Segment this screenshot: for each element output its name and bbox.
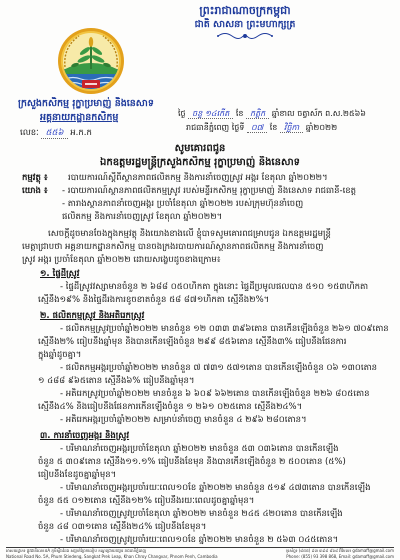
intro-paragraph-line: សេចក្តីដូចមានចែងក្នុងកម្មវត្ថុ និងយោងខាងលើ ខ្ញុំបាទសូមគោរពជម្រាបជូន ឯកឧត្តមរដ្ឋមន្ត្រី bbox=[48, 229, 331, 239]
intro-paragraph-line: ស្រូវ អង្ករ ប្រចាំខែតុលា ឆ្នាំ២០២២ ដោយសង្ខេបដូចខាងក្រោម៖ bbox=[22, 255, 221, 265]
section-line: - បរិមាណនាំចេញស្រូវប្រចាំខែតុលា ឆ្នាំ២០២២ មានចំនួន ២៤៥ ៤២០តោន បានកើនឡើង bbox=[60, 509, 343, 519]
lunar-date-day: ចន្ទ ១៤កើត bbox=[188, 109, 233, 119]
reference-number-label: លេខៈ bbox=[20, 128, 39, 138]
salutation: សូមគោរពជូន bbox=[174, 143, 226, 154]
section-line: ចំនួន ៤៨ ០៣១តោន ស្មើនឹង២៤% ធៀបនឹងខែមុន។ bbox=[38, 522, 207, 532]
section-line: ចំនួន ៥៥ ០១២តោន ស្មើនឹង១២% ធៀបនឹងរយៈពេលដូចគ្នាឆ្នាំមុន។ bbox=[38, 496, 255, 506]
lunar-date bbox=[178, 107, 392, 120]
solar-date-prefix: រាជធានីភ្នំពេញ ថ្ងៃទី bbox=[186, 123, 245, 132]
ministry-name: ក្រសួងកសិកម្ម រុក្ខាប្រមាញ់ និងនេសាទ bbox=[18, 98, 154, 109]
solar-date bbox=[186, 121, 392, 134]
reference-number bbox=[20, 127, 180, 140]
section-line: ស្មើនឹង២% ធៀបនឹងឆ្នាំមុន និងបានកើនឡើងចំនួន ២៩៩ ៨៥៦តោន ស្មើនឹង៣% ធៀបនឹងផែនការ bbox=[38, 337, 347, 347]
section-heading-text: ២. ផលិតកម្មស្រូវ និងអតិរេកស្រូវ bbox=[40, 311, 145, 321]
section-heading-text: ១. ផ្ទៃដីស្រូវ bbox=[40, 269, 80, 279]
reference-line: ផលិតកម្ម និងការនាំចេញស្រូវ ខែតុលា ឆ្នាំ២០២២។ bbox=[62, 212, 223, 222]
lunar-date-prefix: ថ្ងៃ bbox=[178, 109, 186, 118]
section-line: - អតិរេកស្រូវប្រចាំឆ្នាំ២០២២ មានចំនួន ៦ ៦០៩ ៦៦២តោន បានកើនឡើងចំនួន ២២៦ ៨០៥តោន bbox=[60, 389, 370, 399]
ministry-logo-icon bbox=[57, 27, 125, 95]
national-motto: ជាតិ សាសនា ព្រះមហាក្សត្រ bbox=[194, 19, 296, 30]
section-heading-text: ៣. ការនាំចេញអង្ករ និងស្រូវ bbox=[40, 431, 130, 441]
section-heading bbox=[0, 430, 400, 443]
section-line: - ផ្ទៃដីស្រូវវស្សាមានចំនួន ២ ៦៨៨ ០៥០ហិកតា ក្នុងនោះ ផ្ទៃដីប្រមូលផលបាន ៥១០ ១៥៣ហិកតា bbox=[60, 282, 369, 292]
reference-line bbox=[0, 185, 400, 198]
reference-number-value: ៥៥៦ bbox=[41, 128, 67, 139]
footer-contact-kh: ទូរស័ព្ទ៖ (៨៥៥) ៩៣ ៣៩៨ ៨៦៨ អ៊ីមែល៖ gdamaff@gmail.com bbox=[285, 548, 394, 553]
reference-line: - តារាងស្ថានភាពនាំចេញអង្ករ ប្រចាំខែតុលា ឆ្នាំ២០២២ របស់ក្រុមហ៊ុននាំចេញ bbox=[62, 199, 304, 209]
footer-address-kh: អាសយដ្ឋាន៖ ផ្លូវជាតិលេខ៥A ភូមិស្ទឹងដែង សង្កាត់ព្រែកលៀប ខណ្ឌជ្រោយចង្វារ រាជធានីភ្នំពេញ bbox=[6, 548, 147, 553]
section-line: ស្មើនឹង៤% និងធៀបនឹងផែនការកើនឡើងចំនួន ១ ២៦១ ០២៥តោន ស្មើនឹង២៤%។ bbox=[38, 402, 303, 412]
reference-text: - របាយការណ៍ស្ថានភាពផលិតកម្មស្រូវ របស់មន្ទីរកសិកម្ម រុក្ខាប្រមាញ់ និងនេសាទ រាជធានី-ខេត្ត bbox=[62, 186, 357, 196]
footer-row-english bbox=[6, 554, 394, 560]
lunar-date-month: កត្តិក bbox=[246, 109, 269, 119]
section-line: ក្នុងឆ្នាំដូចគ្នា។ bbox=[38, 350, 82, 360]
section-line: - អតិរេកអង្ករប្រចាំឆ្នាំ២០២២ សម្រាប់នាំចេញ មានចំនួន ៤ ២៩៦ ២៨០តោន។ bbox=[60, 415, 307, 425]
ornament-divider-icon bbox=[215, 31, 275, 41]
subject-line bbox=[0, 172, 400, 185]
reference-number-suffix: អ.ក.ក bbox=[70, 128, 92, 138]
section-line: ១ ៤៨៨ ៩៦៥តោន ស្មើនឹង៦% ធៀបនឹងឆ្នាំមុន។ bbox=[38, 376, 195, 386]
kingdom-title: ព្រះរាជាណាចក្រកម្ពុជា bbox=[199, 4, 291, 17]
section-line: ស្មើនឹង១៩% និងផ្ទៃដីរងការខូចខាតចំនួន ៥៨ ៨៧១ហិកតា ស្មើនឹង២%។ bbox=[38, 295, 270, 305]
solar-date-day: ០៧ bbox=[247, 123, 267, 133]
subject-label: កម្មវត្ថុ ៖ bbox=[22, 173, 48, 183]
solar-date-month-label: ខែ bbox=[269, 123, 278, 132]
recipient: ឯកឧត្តមរដ្ឋមន្ត្រីក្រសួងកសិកម្ម រុក្ខាប្រមាញ់ និងនេសាទ bbox=[100, 157, 300, 168]
page-footer bbox=[6, 547, 394, 560]
lunar-date-suffix: ឆ្នាំខាល ចត្វាស័ក ព.ស.២៥៦៦ bbox=[271, 109, 366, 118]
footer-address-en: National Road No. 5A, Phum Stiedeng, Sangkat Prek Leap, Khan Chroy Changvar, Phnom Penh, Cambodia bbox=[6, 553, 218, 559]
footer-contact-en: Phone: (855) 93 398 868, Email: gdamaff@gmail.com bbox=[286, 553, 394, 559]
solar-date-suffix: ឆ្នាំ២០២២ bbox=[305, 123, 338, 132]
section-heading bbox=[0, 310, 400, 323]
section-line: - បរិមាណនាំចេញស្រូវប្រចាំរយៈពេល១០ខែ ឆ្នាំ២០២២ មានចំនួន ២ ៥៦៣ ០៤៥តោន។ bbox=[60, 535, 339, 545]
lunar-date-month-label: ខែ bbox=[235, 109, 244, 118]
directorate-name: អគ្គនាយកដ្ឋានកសិកម្ម bbox=[40, 112, 119, 123]
section-line: - ផលិតកម្មស្រូវប្រចាំឆ្នាំ២០២២ មានចំនួន ១២ ០៣៣ ៣៩៦តោន បានកើនឡើងចំនួន ២៦១ ៧០៩តោន bbox=[60, 324, 389, 334]
section-line: ចំនួន ៥ ៣០៩តោន ស្មើនឹង១១.១% ធៀបនឹងខែមុន និងបានកើនឡើងចំនួន ២ ៥០០តោន (៥%) bbox=[38, 457, 346, 467]
section-heading bbox=[0, 268, 400, 281]
document-body bbox=[0, 172, 400, 547]
section-line: ធៀបនឹងខែដូចគ្នាឆ្នាំមុន។ bbox=[38, 470, 117, 480]
solar-date-month: វិច្ឆិកា bbox=[280, 123, 303, 133]
section-line: - បរិមាណនាំចេញអង្ករប្រចាំខែតុលា ឆ្នាំ២០២២ មានចំនួន ៥៣ ០៣៦តោន បានកើនឡើង bbox=[60, 444, 339, 454]
section-line: - ផលិតកម្មអង្ករប្រចាំឆ្នាំ២០២២ មានចំនួន ៧ ៧៣១ ៥៧១តោន បានកើនឡើងចំនួន ០៦ ១៣០តោន bbox=[60, 363, 378, 373]
intro-paragraph-line: មេត្តាជ្រាបថា អគ្គនាយកដ្ឋានកសិកម្ម បានចងក្រងរបាយការណ៍ស្ថានភាពផលិតកម្ម និងការនាំចេញ bbox=[22, 242, 324, 252]
subject-text: របាយការណ៍ស្តីពីស្ថានភាពផលិតកម្ម និងការនាំចេញស្រូវ អង្ករ ខែតុលា ឆ្នាំ២០២២។ bbox=[68, 173, 328, 183]
section-line: - បរិមាណនាំចេញអង្ករប្រចាំរយៈពេល១០ខែ ឆ្នាំ២០២២ មានចំនួន ៥១៩ ៤៧៣តោន បានកើនឡើង bbox=[60, 483, 371, 493]
reference-label: យោង ៖ bbox=[22, 186, 48, 196]
